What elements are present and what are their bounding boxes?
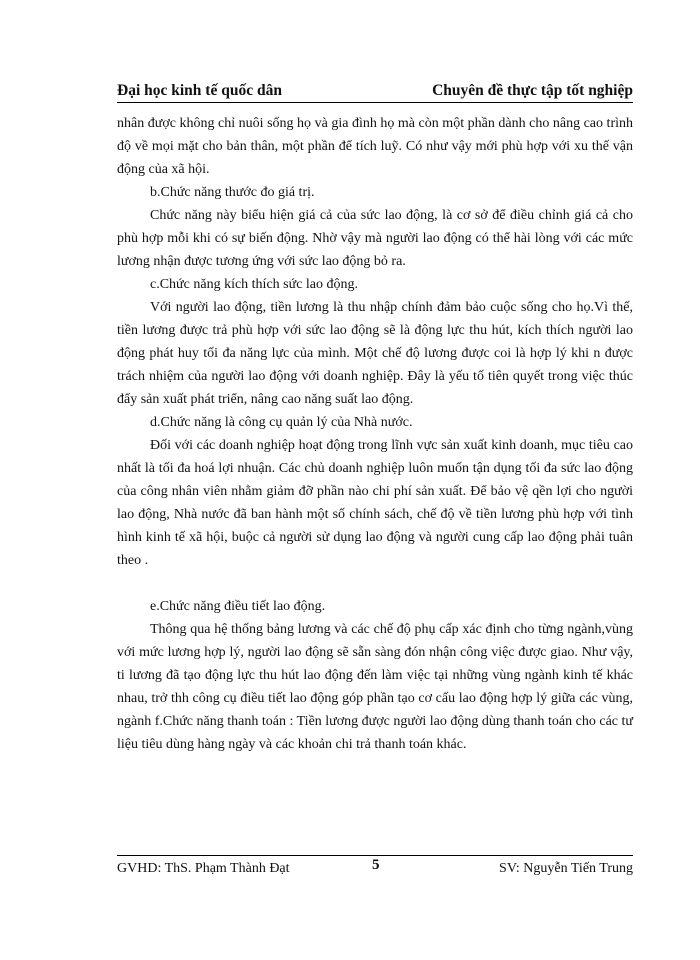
paragraph-d: Đối với các doanh nghiệp hoạt động trong lĩnh vực sản xuất kinh doanh, mục tiêu cao nhất là tối đa hoá lợi nhuận. Các chủ doanh nghiệp luôn muốn tận dụng tối đa sức lao động của công nhân viên nhằm giảm đỡ phần nào chi phí sản xuất. Để bảo vệ qền lợi cho người lao động, Nhà nước đã ban hành một số chính sách, chế độ về tiền lương phù hợp với tình hình kinh tế xã hội, buộc cả người sử dụng lao động và người cung cấp lao động phải tuân theo . — [117, 438, 633, 568]
document-body — [117, 112, 633, 756]
subheading-e: e.Chức năng điều tiết lao động. — [150, 599, 326, 614]
blank-line — [117, 572, 633, 595]
subheading-d: d.Chức năng là công cụ quản lý của Nhà nước. — [150, 415, 413, 430]
subheading-c: c.Chức năng kích thích sức lao động. — [150, 277, 359, 292]
footer-student: SV: Nguyễn Tiến Trung — [499, 861, 633, 876]
header-university: Đại học kinh tế quốc dân — [117, 82, 282, 99]
subheading-b: b.Chức năng thước đo giá trị. — [150, 185, 315, 200]
paragraph-continuation: nhân được không chỉ nuôi sống họ và gia đình họ mà còn một phần dành cho nâng cao trình độ về mọi mặt cho bản thân, một phần để tích luỹ. Có như vậy mới phù hợp với xu thế vận động của xã hội. — [117, 116, 633, 177]
paragraph-c: Với người lao động, tiền lương là thu nhập chính đảm bảo cuộc sống cho họ.Vì thế, tiền lương được trả phù hợp với sức lao động sẽ là động lực thu hút, kích thích người lao động phát huy tối đa năng lực của mình. Một chế độ lương được coi là hợp lý khi n được trách nhiệm của người lao động với doanh nghiệp. Đây là yếu tố tiên quyết trong việc thúc đẩy sản xuất phát triển, nâng cao năng suất lao động. — [117, 300, 633, 407]
page-header — [117, 80, 633, 103]
page-footer — [117, 855, 633, 880]
footer-advisor: GVHD: ThS. Phạm Thành Đạt — [117, 861, 290, 876]
page-number: 5 — [372, 857, 380, 873]
paragraph-b: Chức năng này biểu hiện giá cả của sức lao động, là cơ sở để điều chỉnh giá cả cho phù hợp mỗi khi có sự biến động. Nhờ vậy mà người lao động có thể hài lòng với các mức lương nhận được tương ứng với sức lao động bỏ ra. — [117, 208, 633, 269]
paragraph-e: Thông qua hệ thống bảng lương và các chế độ phụ cấp xác định cho từng ngành,vùng với mức lương hợp lý, người lao động sẽ sẵn sàng đón nhận công việc được giao. Như vậy, ti lương đã tạo động lực thu hút lao động đến làm việc tại những vùng ngành kinh tế khác nhau, trở thh công cụ điều tiết lao động góp phần tạo cơ cấu lao động hợp lý giữa các vùng, ngành f.Chức năng thanh toán : Tiền lương được người lao động dùng thanh toán cho các tư liệu tiêu dùng hàng ngày và các khoản chi trả thanh toán khác. — [117, 622, 633, 752]
header-title: Chuyên đề thực tập tốt nghiệp — [432, 82, 633, 99]
